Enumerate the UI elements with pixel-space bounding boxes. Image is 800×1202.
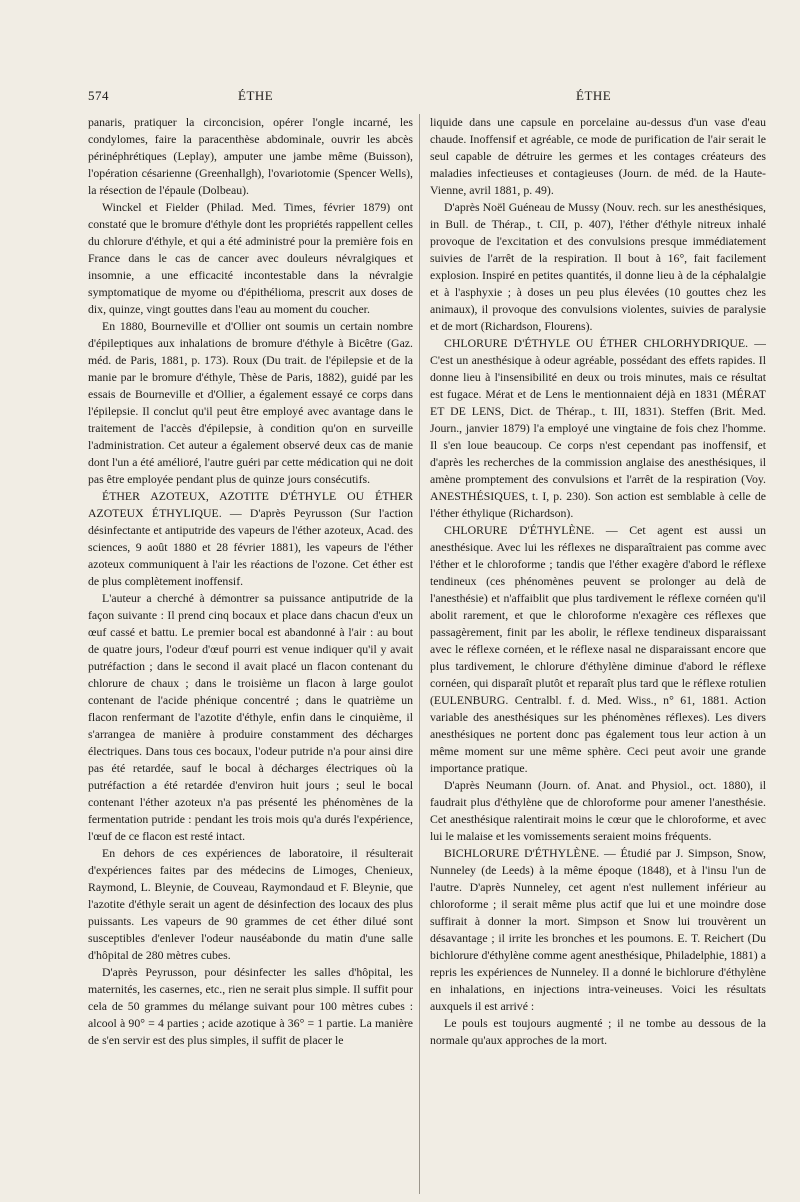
left-running-title: ÉTHE xyxy=(238,88,274,103)
paragraph: L'auteur a cherché à démontrer sa puissance antiputride de la façon suivante : Il prend cinq bocaux et place dans chacun d'eux un œuf cassé et battu. Le premier bocal est abandonné à l'air : au bout de quatre jours, l'odeur d'œuf pourri est venue indiquer qu'il y avait putréfaction ; dans le second il avait placé un flacon contenant du chlorure de chaux ; dans le troisième un flacon à large goulot contenant de l'acide phénique concentré ; dans le quatrième un flacon renfermant de l'azotite d'éthyle, enfin dans le cinquième, il s'arrangea de manière à produire constamment des décharges électriques. Dans tous ces bocaux, l'odeur putride n'a pour ainsi dire pas été retardée, sauf le bocal à décharges électriques où la putréfaction a été retardée d'environ huit jours ; seul le bocal contenant l'éther azoteux n'a pas présenté les phénomènes de la fermentation putride : pendant les trois mois qu'a durés l'expérience, l'œuf de ce flacon est resté intact. xyxy=(88,591,413,843)
left-column xyxy=(88,114,420,1194)
entry-bichlorure-ethylene: BICHLORURE D'ÉTHYLÈNE. — Étudié par J. Simpson, Snow, Nunneley (de Leeds) à la même époque (1848), et à l'insu l'un de l'autre. D'après Nunneley, cet agent n'est nullement inférieur au chloroforme ; il serait même plus actif que lui et une moindre dose suffirait à donner la mort. Simpson et Snow lui trouvèrent un désavantage ; il irrite les bronches et les poumons. E. T. Reichert (Du bichlorure d'éthylène comme agent anesthésique, Philadelphie, 1881) a repris les expériences de Nunneley. Il a donné le bichlorure d'éthylène en inhalations, en injections intra-veineuses. Voici les résultats auxquels il est arrivé : xyxy=(430,846,766,1013)
paragraph: En dehors de ces expériences de laboratoire, il résulterait d'expériences faites par des médecins de Limoges, Chenieux, Raymond, L. Bleynie, de Couveau, Raymondaud et F. Bleynie, que l'azotite d'éthyle serait un agent de désinfection des locaux des plus puissants. Les vapeurs de 90 grammes de cet éther dilué sont susceptibles d'enlever l'odeur nauséabonde du matin d'une salle d'hôpital de 280 mètres cubes. xyxy=(88,846,413,962)
paragraph: liquide dans une capsule en porcelaine au-dessus d'un vase d'eau chaude. Inoffensif et agréable, ce mode de purification de l'air serait le seul capable de détruire les germes et les contages créateurs des maladies infectieuses et contagieuses (Journ. de méd. de la Haute-Vienne, avril 1881, p. 49). xyxy=(430,115,766,197)
page-number: 574 xyxy=(88,88,109,103)
entry-ether-azoteux: ÉTHER AZOTEUX, AZOTITE D'ÉTHYLE OU ÉTHER AZOTEUX ÉTHYLIQUE. — D'après Peyrusson (Sur l'action désinfectante et antiputride des vapeurs de l'éther azoteux, Acad. des sciences, 9 août 1880 et 28 février 1881), les vapeurs de l'éther azoteux communiquent à l'air les réactions de l'ozone. Cet éther est de plus complètement inoffensif. xyxy=(88,489,413,588)
running-header xyxy=(88,88,752,104)
right-running-title: ÉTHE xyxy=(576,88,612,103)
paragraph: D'après Noël Guéneau de Mussy (Nouv. rech. sur les anesthésiques, in Bull. de Thérap., t. CII, p. 407), l'éther d'éthyle nitreux inhalé provoque de l'excitation et des convulsions presque immédiatement suivies de l'arrêt de la respiration. Il bout à 16°, fait facilement explosion. Inspiré en petites quantités, il donne lieu à de la céphalalgie et à l'asphyxie ; à doses un peu plus élevées (10 gouttes chez les animaux), il provoque des convulsions violentes, suivies de paralysie et de mort (Richardson, Flourens). xyxy=(430,200,766,333)
paragraph: D'après Peyrusson, pour désinfecter les salles d'hôpital, les maternités, les casernes, etc., rien ne serait plus simple. Il suffit pour cela de 50 grammes du mélange suivant pour 100 mètres cubes : alcool à 90° = 4 parties ; acide azotique à 36° = 1 partie. La manière de s'en servir est des plus simples, il suffit de placer le xyxy=(88,965,413,1047)
paragraph: panaris, pratiquer la circoncision, opérer l'ongle incarné, les condylomes, faire la paracenthèse abdominale, ouvrir les abcès périnéphrétiques (Leplay), amputer une jambe même (Buisson), l'opération césarienne (Greenhallgh), l'ovariotomie (Spencer Wells), la résection de l'épaule (Dolbeau). xyxy=(88,115,413,197)
entry-chlorure-ethyle: CHLORURE D'ÉTHYLE OU ÉTHER CHLORHYDRIQUE. — C'est un anesthésique à odeur agréable, possédant des effets rapides. Il donne lieu à l'insensibilité en deux ou trois minutes, mais ce résultat est fugace. Mérat et de Lens le mentionnaient déjà en 1831 (MÉRAT ET DE LENS, Dict. de Thérap., t. III, 1831). Steffen (Brit. Med. Journ., janvier 1879) l'a employé une vingtaine de fois chez l'homme. Il s'en loue beaucoup. Ce corps n'est cependant pas inoffensif, et d'après les recherches de la commission anglaise des anesthésiques, il amène promptement des convulsions et l'arrêt de la respiration (Voy. ANESTHÉSIQUES, t. I, p. 230). Son action est semblable à celle de l'éther éthylique (Richardson). xyxy=(430,336,766,520)
paragraph: D'après Neumann (Journ. of. Anat. and Physiol., oct. 1880), il faudrait plus d'éthylène que de chloroforme pour amener l'anesthésie. Cet anesthésique ralentirait moins le cœur que le chloroforme, et avec lui le malaise et les vomissements seraient moins fréquents. xyxy=(430,778,766,843)
right-column xyxy=(426,114,766,1194)
paragraph: Winckel et Fielder (Philad. Med. Times, février 1879) ont constaté que le bromure d'éthyle dont les propriétés rappellent celles du chlorure d'éthyle, et qui a été administré pour la première fois en France dans le cas de cancer avec douleurs névralgiques et insomnie, a une efficacité incontestable dans la névralgie symptomatique de myome ou d'épithélioma, prescrit aux doses de dix, quinze, vingt gouttes dans l'eau au moment du coucher. xyxy=(88,200,413,316)
entry-chlorure-ethylene: CHLORURE D'ÉTHYLÈNE. — Cet agent est aussi un anesthésique. Avec lui les réflexes ne disparaîtraient pas comme avec l'éther et le chloroforme ; tandis que l'éther exagère d'abord le réflexe tendineux (ces phénomènes peuvent se prolonger au delà de l'anesthésie) et n'affaiblit que plus tardivement le réflexe cornéen qu'il abolit rarement, et que le chloroforme n'exagère ces réflexes que passagèrement, finit par les abolir, le réflexe tendineux disparaissant avec le réflexe cornéen, et le réflexe nasal ne disparaissant encore que plus tardivement, le chlorure d'éthylène diminue d'abord le réflexe cornéen, qui disparaît plutôt et reparaît plus tard que le réflexe rotulien (EULENBURG. Centralbl. f. d. Med. Wiss., n° 61, 1881. Action variable des anesthésiques sur les phénomènes réflexes). Les divers anesthésiques ne portent donc pas également tous leur action à un même moment sur une même sphère. Ceci peut avoir une grande importance pratique. xyxy=(430,523,766,775)
paragraph: Le pouls est toujours augmenté ; il ne tombe au dessous de la normale qu'aux approches de la mort. xyxy=(430,1016,766,1047)
paragraph: En 1880, Bourneville et d'Ollier ont soumis un certain nombre d'épileptiques aux inhalations de bromure d'éthyle à Bicêtre (Gaz. méd. de Paris, 1881, p. 173). Roux (Du trait. de l'épilepsie et de la manie par le bromure d'éthyle, Thèse de Paris, 1882), guidé par les essais de Bourneville et d'Ollier, a également essayé ce corps dans l'épilepsie. Il conclut qu'il peut être employé avec avantage dans le traitement de l'accès d'épilepsie, à condition qu'on en surveille l'administration. Cet auteur a également observé deux cas de manie dont l'un a été amélioré, l'autre guéri par cette médication qui ne doit pas être employée pendant plus de quinze jours consécutifs. xyxy=(88,319,413,486)
